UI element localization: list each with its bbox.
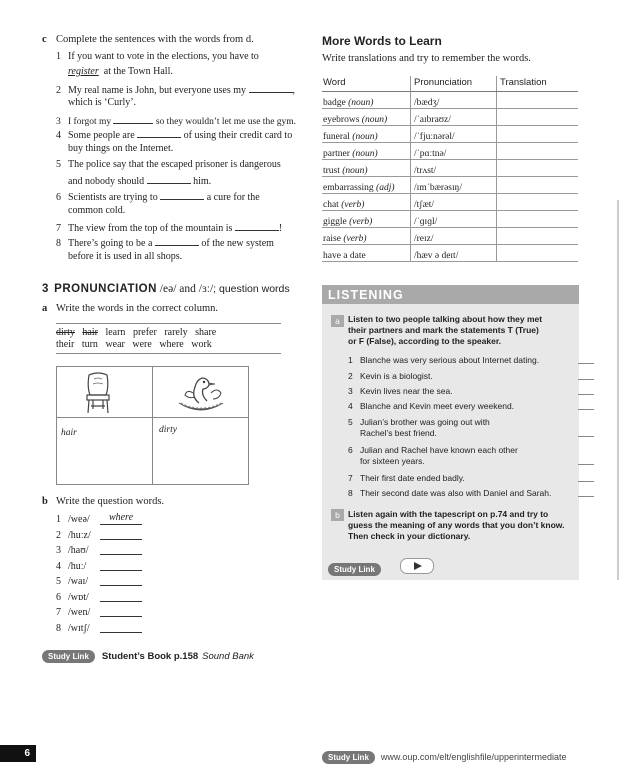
listening-b-instruction: Then check in your dictionary. <box>348 531 471 541</box>
study-link-row: Study Link Student’s Book p.158 Sound Bank <box>42 646 254 664</box>
exercise-c-item-cont: and nobody should him. <box>68 176 212 187</box>
answer-blank[interactable] <box>100 570 142 571</box>
exercise-c-item-cont: before it is used in all shops. <box>68 251 183 262</box>
table-row: chat (verb) /tʃæt/ <box>322 194 578 211</box>
exercise-c-item: 3 I forgot my so they wouldn’t let me use the gym. <box>56 114 296 128</box>
pronunciation-b-instruction: Write the question words. <box>56 496 165 507</box>
listening-study-link-row <box>328 559 381 577</box>
exercise-c-item: 7 The view from the top of the mountain is ! <box>56 223 283 234</box>
exercise-c-item: 4 Some people are of using their credit card to <box>56 130 293 141</box>
table-row: raise (verb) /reɪz/ <box>322 228 578 245</box>
answer-blank[interactable] <box>137 128 181 138</box>
column-header: Pronunciation <box>411 76 497 92</box>
true-false-blank[interactable] <box>578 379 594 380</box>
question-word-item: 6 /wɒt/ <box>56 592 89 603</box>
true-false-blank[interactable] <box>578 496 594 497</box>
more-words-instruction: Write translations and try to remember the words. <box>322 53 531 64</box>
exercise-c-item: 6 Scientists are trying to a cure for the <box>56 192 260 203</box>
answer-blank[interactable] <box>249 83 293 93</box>
exercise-c-item-cont: buy things on the Internet. <box>68 143 174 154</box>
translation-cell[interactable] <box>497 92 579 109</box>
listening-b-instruction: guess the meaning of any words that you don’t know. <box>348 520 565 530</box>
listening-a-badge: a <box>331 315 344 327</box>
true-false-blank[interactable] <box>578 394 594 395</box>
translation-cell[interactable] <box>497 194 579 211</box>
listening-b-badge: b <box>331 509 344 521</box>
exercise-c-item: 1 If you want to vote in the elections, you have to <box>56 51 259 62</box>
answer-blank[interactable] <box>113 114 153 124</box>
answer-blank[interactable]: where <box>100 512 142 525</box>
listening-b-instruction: Listen again with the tapescript on p.74 and try to <box>348 509 549 519</box>
translation-cell[interactable] <box>497 126 579 143</box>
page-number: 6 <box>0 745 36 762</box>
column-label-hair: hair <box>61 428 77 438</box>
table-row: giggle (verb) /ˈɡɪɡl/ <box>322 211 578 228</box>
translation-cell[interactable] <box>497 143 579 160</box>
table-row: funeral (noun) /ˈfjuːnərəl/ <box>322 126 578 143</box>
answer-blank[interactable] <box>100 539 142 540</box>
question-word-item: 4 /huː/ <box>56 561 87 572</box>
true-false-blank[interactable] <box>578 481 594 482</box>
answer-blank[interactable] <box>235 221 279 231</box>
exercise-c-item: 2 My real name is John, but everyone uses my , <box>56 85 296 96</box>
exercise-c-item: 8 There’s going to be a of the new system <box>56 238 274 249</box>
table-row: have a date /hæv ə deɪt/ <box>322 245 578 262</box>
question-word-item: 5 /waɪ/ <box>56 576 88 587</box>
word-row-2: their turn wear were where work <box>56 339 212 350</box>
table-row: eyebrows (noun) /ˈaɪbraʊz/ <box>322 109 578 126</box>
answer-blank[interactable] <box>160 190 204 200</box>
translation-cell[interactable] <box>497 211 579 228</box>
column-header: Word <box>322 76 411 92</box>
true-false-blank[interactable] <box>578 464 594 465</box>
translation-cell[interactable] <box>497 160 579 177</box>
footer-study-link-row <box>322 747 567 765</box>
exercise-c-item: 5 The police say that the escaped prisoner is dangerous <box>56 159 281 170</box>
sound-columns-table <box>56 366 249 485</box>
word-box-top-rule <box>56 323 281 324</box>
listening-a-instruction: Listen to two people talking about how they met <box>348 314 543 324</box>
chair-icon <box>81 371 115 415</box>
true-false-blank[interactable] <box>578 409 594 410</box>
study-link-badge[interactable]: Study Link <box>328 563 381 576</box>
column-header: Translation <box>497 76 579 92</box>
translation-cell[interactable] <box>497 109 579 126</box>
exercise-c-item-cont: which is ‘Curly’. <box>68 97 137 108</box>
listening-title: LISTENING <box>322 285 579 304</box>
page-edge-shadow <box>617 200 619 580</box>
exercise-c-instruction: Complete the sentences with the words from d. <box>56 34 254 45</box>
table-row: embarrassing (adj) /ɪmˈbærəsɪŋ/ <box>322 177 578 194</box>
table-header-row <box>322 76 578 92</box>
row-divider <box>57 417 248 418</box>
translation-cell[interactable] <box>497 245 579 262</box>
question-word-item: 8 /wɪtʃ/ <box>56 623 90 634</box>
answer-blank[interactable] <box>155 236 199 246</box>
table-row: partner (noun) /ˈpɑːtnə/ <box>322 143 578 160</box>
answer-blank[interactable] <box>100 616 142 617</box>
translation-cell[interactable] <box>497 177 579 194</box>
pronunciation-heading: 3 PRONUNCIATION /eə/ and /ɜː/; question words <box>42 283 290 295</box>
column-label-dirty: dirty <box>159 425 177 435</box>
true-false-blank[interactable] <box>578 363 594 364</box>
study-link-badge[interactable]: Study Link <box>322 751 375 764</box>
translation-cell[interactable] <box>497 228 579 245</box>
question-word-item: 2 /huːz/ <box>56 530 91 541</box>
pronunciation-a-instruction: Write the words in the correct column. <box>56 303 218 314</box>
listening-a-instruction: their partners and mark the statements T (True) <box>348 325 539 335</box>
answer-text: register <box>68 66 99 77</box>
footer-url[interactable]: www.oup.com/elt/englishfile/upperintermediate <box>380 752 567 762</box>
question-word-item: 1 /weə/ <box>56 514 90 525</box>
true-false-blank[interactable] <box>578 436 594 437</box>
answer-blank[interactable] <box>100 632 142 633</box>
vocabulary-table <box>322 76 578 262</box>
table-row: trust (noun) /trʌst/ <box>322 160 578 177</box>
word-row-1: dirty hair learn prefer rarely share <box>56 327 217 338</box>
listening-a-instruction: or F (False), according to the speaker. <box>348 336 502 346</box>
exercise-c-letter: c <box>42 34 47 45</box>
table-row: badge (noun) /bædʒ/ <box>322 92 578 109</box>
bird-icon <box>173 373 229 415</box>
listening-section: LISTENING a Listen to two people talking about how they met their partners and mark the statements T (True) or F (False), according to the speaker. 1 Blanche was very serious about Internet dating. 2 Kevin is a biologist. 3 Kevin lives near the sea. 4 Blanche and Kevin meet every weekend. 5 Julian’s brother was going out with Rachel’s best friend. 6 Julian and Rachel have known each other for sixteen years. 7 Their first date ended badly. 8 Their second date was also with Daniel and Sarah. b Listen again with the tapescript on p.74 and try to guess the meaning of any words that you don’t know. Then check in your dictionary. Study Link <box>322 285 579 580</box>
question-word-item: 3 /haʊ/ <box>56 545 89 556</box>
exercise-c-item-cont: register at the Town Hall. <box>68 66 173 77</box>
more-words-title: More Words to Learn <box>322 34 442 48</box>
exercise-c-item-cont: common cold. <box>68 205 126 216</box>
play-icon <box>401 559 433 573</box>
answer-blank[interactable] <box>100 554 142 555</box>
play-button[interactable] <box>400 558 434 574</box>
study-link-badge[interactable]: Study Link <box>42 650 95 663</box>
listening-statement: 5 Julian’s brother was going out with Rachel’s best friend. <box>348 417 598 441</box>
answer-blank[interactable] <box>147 174 191 184</box>
listening-statement: 6 Julian and Rachel have known each other for sixteen years. <box>348 445 598 469</box>
word-box-bottom-rule <box>56 353 281 354</box>
answer-blank[interactable] <box>100 585 142 586</box>
column-divider <box>152 367 153 484</box>
question-word-item: 7 /wen/ <box>56 607 91 618</box>
answer-blank[interactable] <box>100 601 142 602</box>
